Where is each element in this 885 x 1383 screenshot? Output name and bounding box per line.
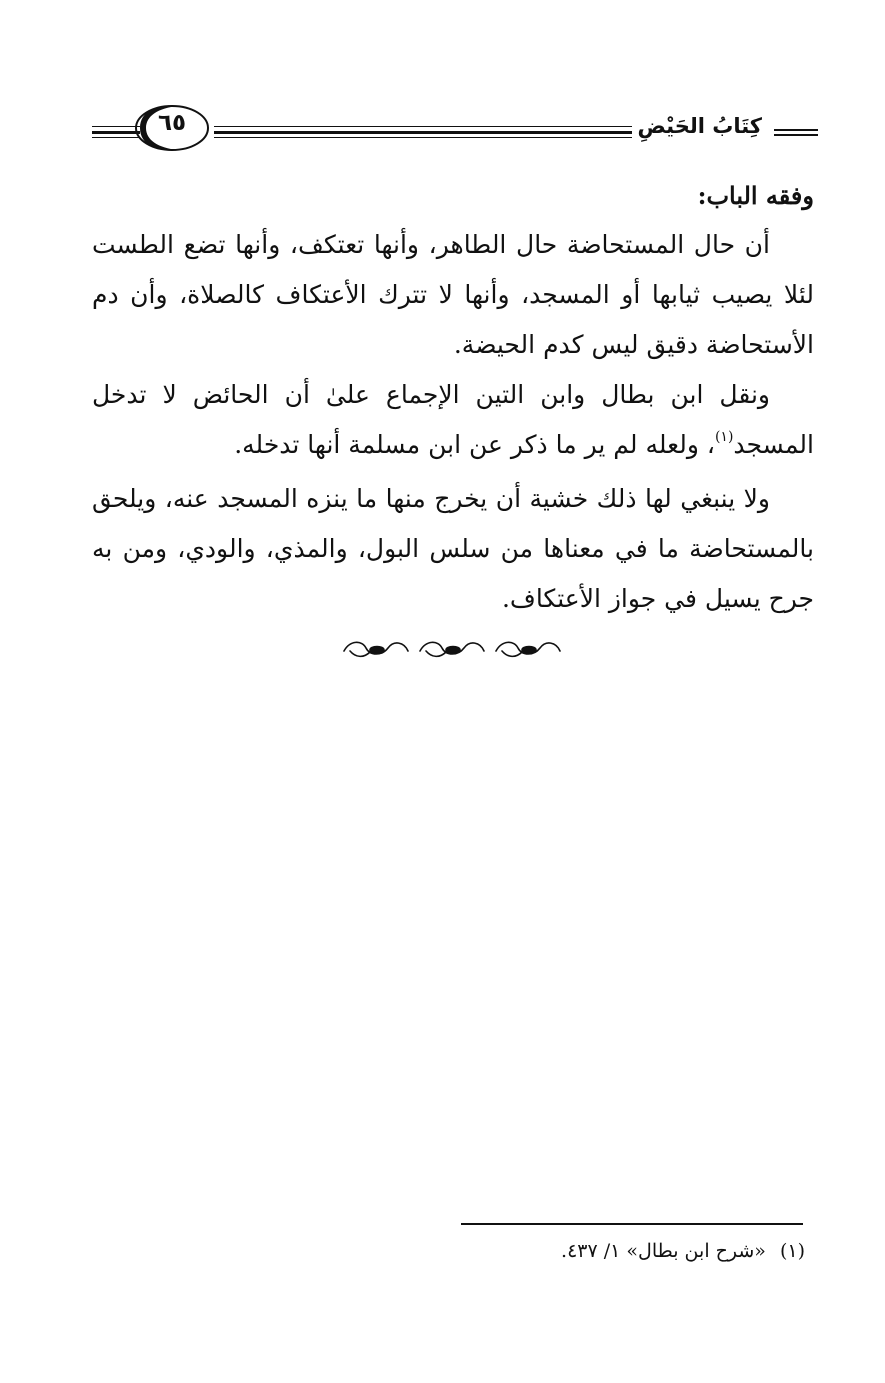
chapter-title: كِتَابُ الحَيْضِ [637, 114, 762, 138]
page-number: ٦٥ [157, 110, 187, 136]
header-rule [214, 131, 632, 134]
header-rule [774, 134, 818, 136]
paragraph-text: ، ولعله لم ير ما ذكر عن ابن مسلمة أنها تدخله. [234, 430, 715, 459]
paragraph: أن حال المستحاضة حال الطاهر، وأنها تعتكف، وأنها تضع الطست لئلا يصيب ثيابها أو المسجد، وأنها لا تترك الأعتكاف كالصلاة، وأن دم الأستحاضة دقيق ليس كدم الحيضة. [92, 230, 814, 359]
page-header [92, 96, 818, 164]
footnote-separator [461, 1223, 803, 1225]
footnote [561, 1234, 805, 1268]
header-rule [214, 137, 632, 138]
paragraph [92, 370, 814, 474]
section-heading: وفقه الباب: [697, 181, 814, 210]
header-rule [214, 126, 632, 127]
ornament-divider-icon [340, 636, 564, 666]
header-rule [92, 137, 140, 138]
footnote-text: «شرح ابن بطال» ١/ ٤٣٧. [561, 1240, 766, 1262]
paragraph-text: ونقل ابن بطال وابن التين الإجماع علىٰ أن الحائض لا تدخل المسجد [92, 380, 814, 459]
paragraph: ولا ينبغي لها ذلك خشية أن يخرج منها ما ينزه المسجد عنه، ويلحق بالمستحاضة ما في معناها من سلس البول، والمذي، والودي، ومن به جرح يسيل في جواز الأعتكاف. [92, 484, 814, 613]
main-text [92, 172, 814, 624]
header-rule [774, 129, 818, 131]
header-rule [92, 131, 140, 134]
footnote-reference[interactable]: (١) [714, 429, 734, 445]
header-rule [92, 126, 140, 127]
footnote-marker: (١) [779, 1240, 805, 1262]
